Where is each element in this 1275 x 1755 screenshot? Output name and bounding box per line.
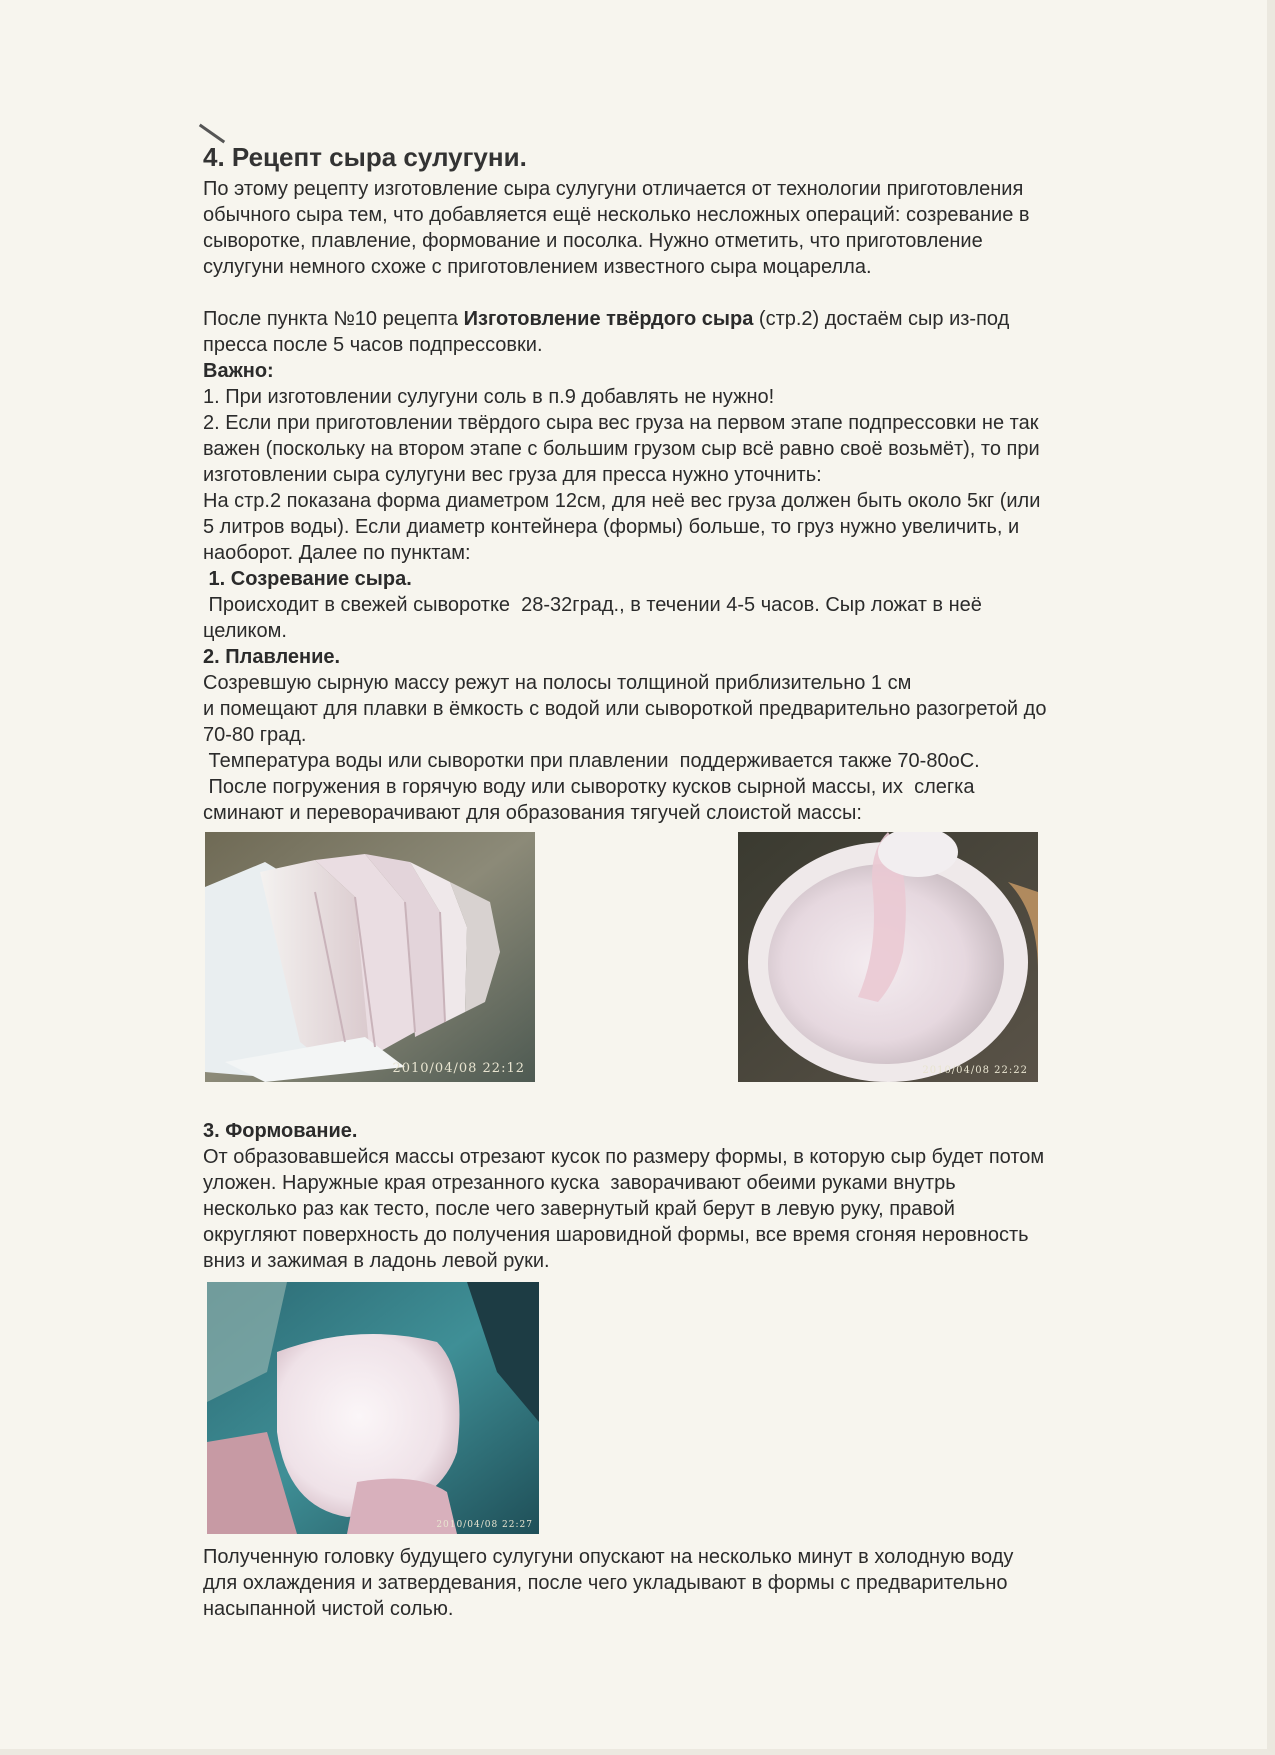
step1-line: Происходит в свежей сыворотке 28-32град., в течении 4-5 часов. Сыр ложат в неё bbox=[203, 594, 982, 616]
step3-heading: 3. Формование. bbox=[203, 1120, 358, 1142]
intro-line: обычного сыра тем, что добавляется ещё несколько несложных операций: созревание в bbox=[203, 204, 1030, 226]
step1-heading: 1. Созревание сыра. bbox=[203, 568, 412, 590]
step1-line: целиком. bbox=[203, 620, 287, 642]
important-line: 2. Если при приготовлении твёрдого сыра вес груза на первом этапе подпрессовки не так bbox=[203, 412, 1039, 434]
important-line: На стр.2 показана форма диаметром 12см, для неё вес груза должен быть около 5кг (или bbox=[203, 490, 1041, 512]
step2-line: После погружения в горячую воду или сыворотку кусков сырной массы, их слегка bbox=[203, 776, 975, 798]
step3-line: вниз и зажимая в ладонь левой руки. bbox=[203, 1250, 550, 1272]
photos-row bbox=[203, 832, 1163, 1092]
formed-cheese-frame bbox=[207, 1282, 539, 1534]
recipe-reference: Изготовление твёрдого сыра bbox=[463, 308, 754, 330]
important-list bbox=[203, 384, 1163, 566]
photo1-timestamp: 2010/04/08 22:12 bbox=[392, 1061, 525, 1076]
after-line: пресса после 5 часов подпрессовки. bbox=[203, 334, 543, 356]
step2-line: Созревшую сырную массу режут на полосы толщиной приблизительно 1 см bbox=[203, 672, 912, 694]
step2-heading: 2. Плавление. bbox=[203, 646, 341, 668]
photo2-timestamp: 2010/04/08 22:22 bbox=[922, 1065, 1028, 1076]
document-body bbox=[203, 140, 1163, 1622]
step3-line: От образовавшейся массы отрезают кусок по размеру формы, в которую сыр будет потом bbox=[203, 1146, 1045, 1168]
important-line: 1. При изготовлении сулугуни соль в п.9 добавлять не нужно! bbox=[203, 386, 775, 408]
sliced-cheese-image bbox=[205, 832, 535, 1082]
final-paragraph bbox=[203, 1544, 1163, 1622]
after-suffix: (стр.2) достаём сыр из-под bbox=[753, 308, 1010, 330]
important-line: важен (поскольку на втором этапе с большим грузом сыр всё равно своё возьмёт), то при bbox=[203, 438, 1040, 460]
after-line bbox=[203, 306, 1163, 332]
formed-cheese-photo bbox=[207, 1282, 1163, 1534]
final-line: для охлаждения и затвердевания, после чего укладывают в формы с предварительно bbox=[203, 1572, 1008, 1594]
after-paragraph bbox=[203, 306, 1163, 358]
important-line: наоборот. Далее по пунктам: bbox=[203, 542, 471, 564]
intro-paragraph bbox=[203, 176, 1163, 280]
photo3-timestamp: 2010/04/08 22:27 bbox=[436, 1520, 533, 1530]
final-line: насыпанной чистой солью. bbox=[203, 1598, 454, 1620]
cheese-ball-image bbox=[207, 1282, 539, 1534]
important-line: 5 литров воды). Если диаметр контейнера (формы) больше, то груз нужно увеличить, и bbox=[203, 516, 1020, 538]
intro-line: сыворотке, плавление, формование и посолка. Нужно отметить, что приготовление bbox=[203, 230, 983, 252]
sliced-cheese-photo bbox=[205, 832, 535, 1082]
step3-line: несколько раз как тесто, после чего завернутый край берут в левую руку, правой bbox=[203, 1198, 955, 1220]
final-line: Полученную головку будущего сулугуни опускают на несколько минут в холодную воду bbox=[203, 1546, 1014, 1568]
step2-line: и помещают для плавки в ёмкость с водой или сывороткой предварительно разогретой до bbox=[203, 698, 1047, 720]
step2-line: сминают и переворачивают для образования тягучей слоистой массы: bbox=[203, 802, 862, 824]
step2-line: 70-80 град. bbox=[203, 724, 307, 746]
after-prefix: После пункта №10 рецепта bbox=[203, 308, 464, 330]
bowl-image bbox=[738, 832, 1038, 1082]
stretching-cheese-photo bbox=[738, 832, 1038, 1082]
step2-line: Температура воды или сыворотки при плавлении поддерживается также 70-80оС. bbox=[203, 750, 980, 772]
page-title: 4. Рецепт сыра сулугуни. bbox=[203, 142, 527, 172]
step3-line: округляют поверхность до получения шаровидной формы, все время сгоняя неровность bbox=[203, 1224, 1029, 1246]
intro-line: сулугуни немного схоже с приготовлением известного сыра моцарелла. bbox=[203, 256, 872, 278]
intro-line: По этому рецепту изготовление сыра сулугуни отличается от технологии приготовления bbox=[203, 178, 1024, 200]
step3-line: уложен. Наружные края отрезанного куска заворачивают обеими руками внутрь bbox=[203, 1172, 956, 1194]
important-line: изготовлении сыра сулугуни вес груза для пресса нужно уточнить: bbox=[203, 464, 822, 486]
important-heading: Важно: bbox=[203, 360, 274, 382]
